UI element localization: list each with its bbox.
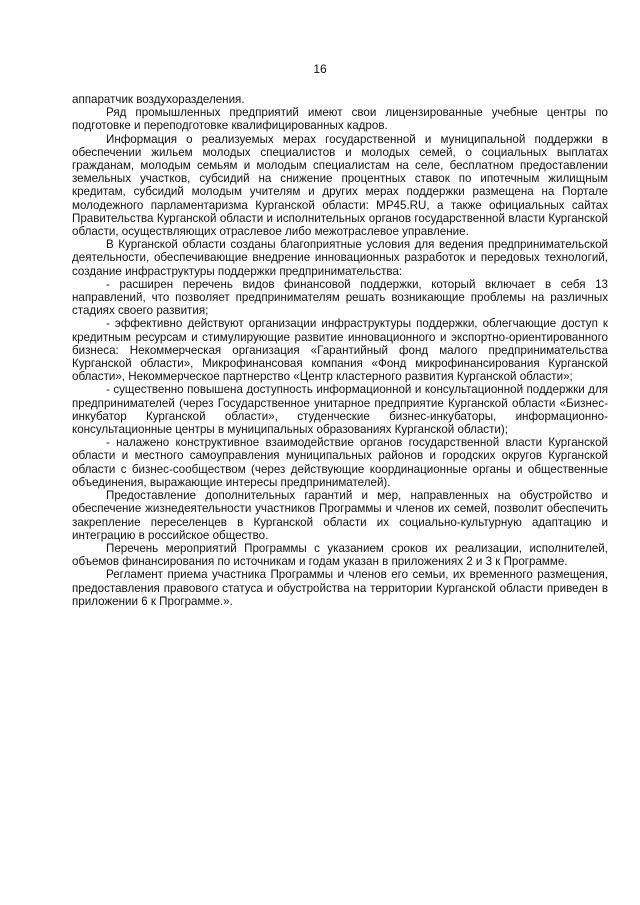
paragraph-additional-guarantees: Предоставление дополнительных гарантий и мер, направленных на обустройство и обеспечение жизнедеятельности участников Программы и членов их семей, позволит обеспечить закрепление переселенцев в Курганской области их социально-культурную адаптацию и интеграцию в российское общество. [72,489,608,542]
paragraph-training-centers: Ряд промышленных предприятий имеют свои лицензированные учебные центры по подготовке и переподготовке квалифицированных кадров. [72,106,608,133]
paragraph-measures-list: Перечень мероприятий Программы с указанием сроков их реализации, исполнителей, объемов финансирования по источникам и годам указан в приложениях 2 и 3 к Программе. [72,541,608,569]
paragraph-continuation: аппаратчик воздухоразделения. [72,93,245,106]
list-item-financial-support: - расширен перечень видов финансовой поддержки, который включает в себя 13 направлений, что позволяет предпринимателям решать возникающие проблемы на различных стадиях своего развития; [72,277,608,318]
paragraph-support-measures-info: Информация о реализуемых мерах государственной и муниципальной поддержки в обеспечении жильем молодых специалистов и молодых семей, о социальных выплатах гражданам, молодым семьям и молодым специалистам на селе, бесплатном предоставлении земельных участков, субсидий на снижение процентных ставок по ипотечным жилищным кредитам, субсидий молодым учителям и других мерах поддержки размещена на Портале молодежного парламентаризма Курганской области: MP45.RU, а также официальных сайтах Правительства Курганской области и исполнительных органов государственной власти Курганской области, осуществляющих отраслевое либо межотраслевое управление. [72,132,608,239]
paragraph-business-conditions: В Курганской области созданы благоприятные условия для ведения предпринимательской деятельности, обеспечивающие внедрение инновационных разработок и передовых технологий, создание инфраструктуры поддержки предпринимательства: [72,238,608,278]
list-item-infrastructure: - эффективно действуют организации инфраструктуры поддержки, облегчающие доступ к кредитным ресурсам и стимулирующие развитие инновационного и экспортно-ориентированного бизнеса: Некоммерческая организация «Гарантийный фонд малого предпринимательства Курганской области», Микрофинансовая компания «Фонд микрофинансирования Курганской области», Некоммерческое партнерство «Центр кластерного развития Курганской области»; [72,317,608,384]
document-body [72,93,608,608]
page-number: 16 [313,62,327,76]
list-item-consulting-support: - существенно повышена доступность информационной и консультационной поддержки для предпринимателей (через Государственное унитарное предприятие Курганской области «Бизнес-инкубатор Курганской области», студенческие бизнес-инкубаторы, информационно-консультационные центры в муниципальных образованиях Курганской области); [72,383,608,437]
list-item-interaction: - налажено конструктивное взаимодействие органов государственной власти Курганской области и местного самоуправления муниципальных районов и городских округов Курганской области с бизнес-сообществом (через действующие координационные органы и общественные объединения, выражающие интересы предпринимателей). [72,436,608,489]
paragraph-reception-regulation: Регламент приема участника Программы и членов его семьи, их временного размещения, предоставления правового статуса и обустройства на территории Курганской области приведен в приложении 6 к Программе.». [72,568,608,608]
